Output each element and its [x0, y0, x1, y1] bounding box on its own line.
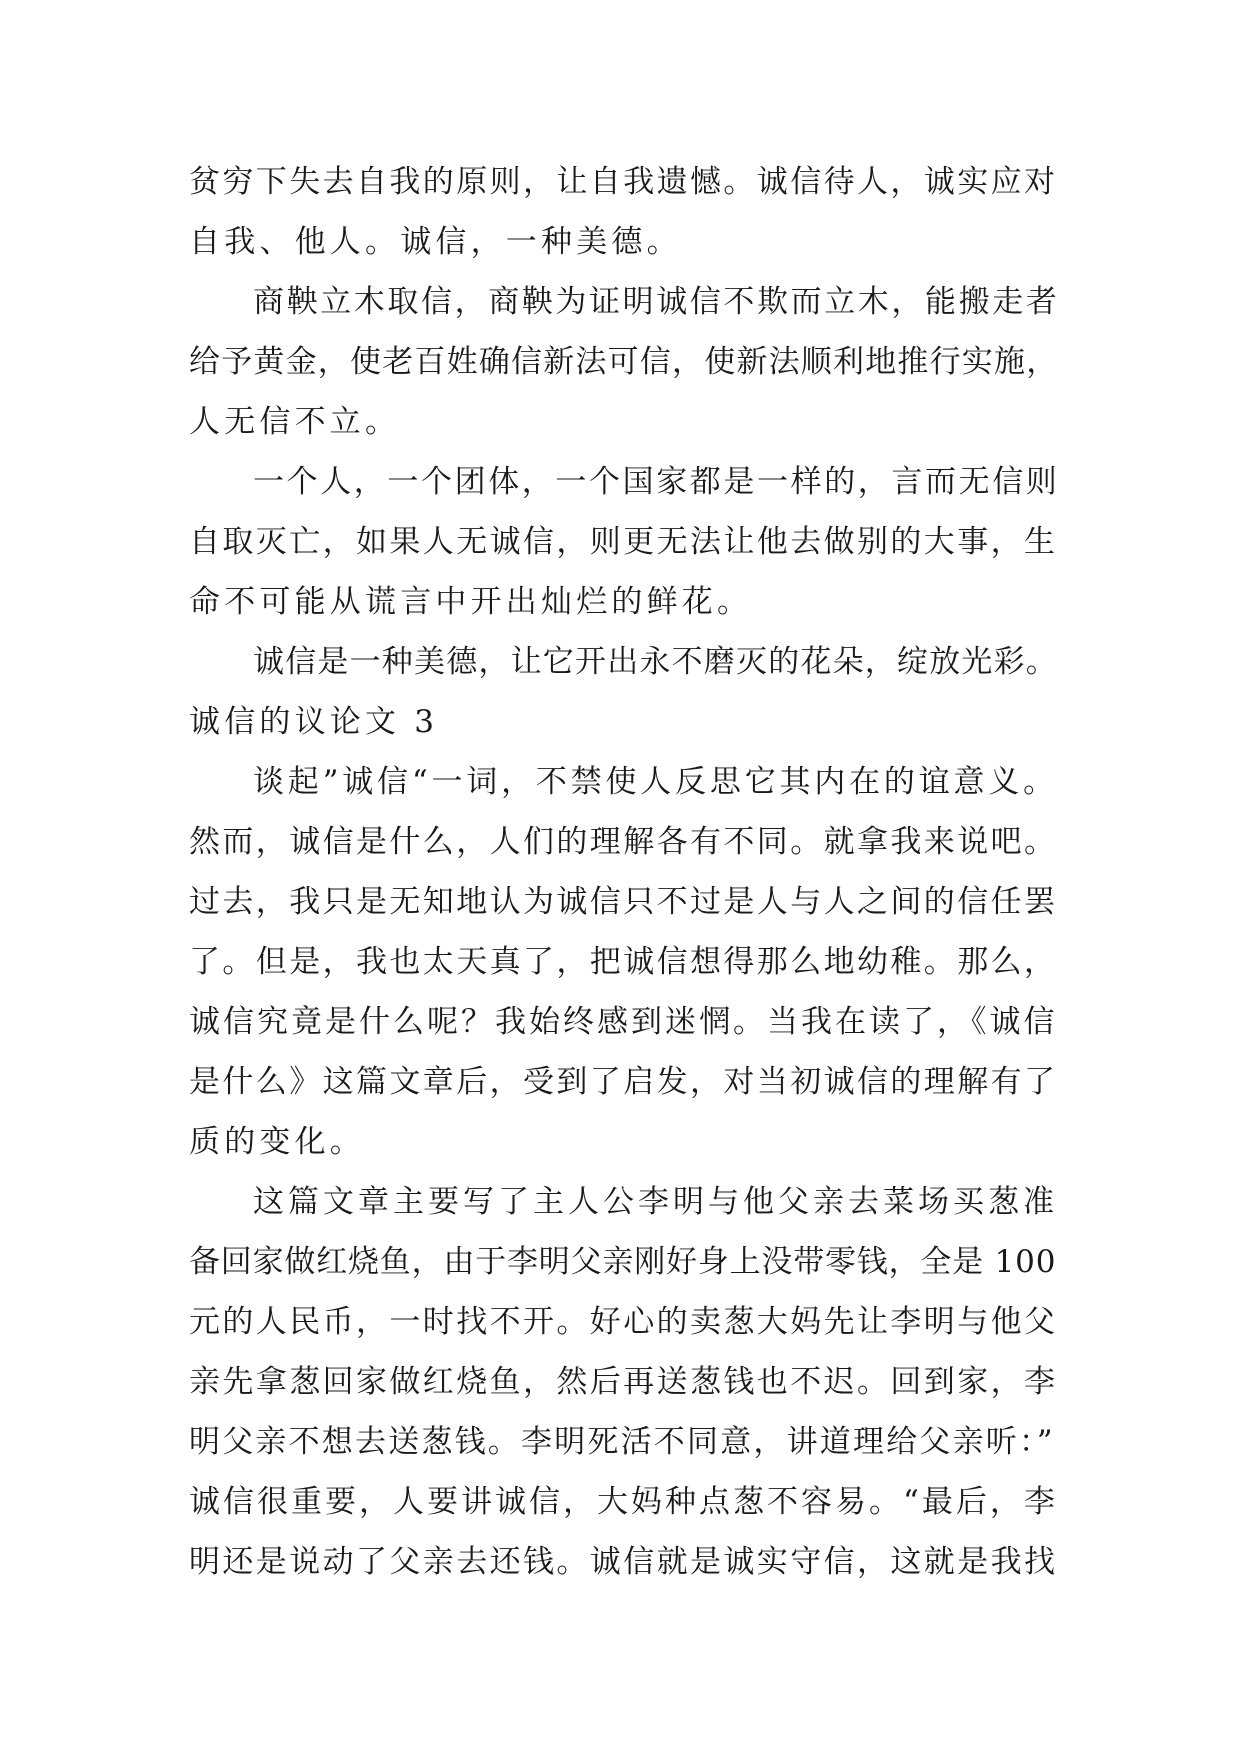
text-line: 备回家做红烧鱼，由于李明父亲刚好身上没带零钱，全是 100	[189, 1244, 1057, 1280]
text-line: 命不可能从谎言中开出灿烂的鲜花。	[189, 584, 753, 620]
text-line: 诚信的议论文 3	[189, 704, 439, 740]
text-line: 自取灭亡，如果人无诚信，则更无法让他去做别的大事，生	[189, 524, 1058, 560]
paragraph-first-line: 一个人，一个团体，一个国家都是一样的，言而无信则	[253, 464, 1060, 500]
document-page	[189, 152, 1059, 1592]
paragraph-first-line: 这篇文章主要写了主人公李明与他父亲去菜场买葱准	[253, 1184, 1058, 1220]
text-line: 人无信不立。	[189, 404, 401, 440]
text-line: 贫穷下失去自我的原则，让自我遗憾。诚信待人，诚实应对	[189, 164, 1058, 200]
text-line: 诚信很重要，人要讲诚信，大妈种点葱不容易。“最后，李	[189, 1484, 1058, 1520]
text-line: 元的人民币，一时找不开。好心的卖葱大妈先让李明与他父	[189, 1304, 1058, 1340]
paragraph-first-line: 诚信是一种美德，让它开出永不磨灭的花朵，绽放光彩。	[253, 644, 1058, 680]
text-line: 自我、他人。诚信，一种美德。	[189, 224, 682, 260]
text-line: 质的变化。	[189, 1124, 365, 1160]
paragraph-first-line: 商鞅立木取信，商鞅为证明诚信不欺而立木，能搬走者	[253, 284, 1060, 320]
text-line: 过去，我只是无知地认为诚信只不过是人与人之间的信任罢	[189, 884, 1058, 920]
text-line: 明还是说动了父亲去还钱。诚信就是诚实守信，这就是我找	[189, 1544, 1058, 1580]
text-line: 了。但是，我也太天真了，把诚信想得那么地幼稚。那么，	[189, 944, 1058, 980]
text-line: 明父亲不想去送葱钱。李明死活不同意，讲道理给父亲听：”	[189, 1424, 1055, 1460]
text-line: 亲先拿葱回家做红烧鱼，然后再送葱钱也不迟。回到家，李	[189, 1364, 1058, 1400]
paragraph-first-line: 谈起”诚信“一词，不禁使人反思它其内在的谊意义。	[253, 764, 1058, 800]
text-line: 是什么》这篇文章后，受到了启发，对当初诚信的理解有了	[189, 1064, 1058, 1100]
text-line: 给予黄金，使老百姓确信新法可信，使新法顺利地推行实施，	[189, 344, 1059, 380]
text-line: 然而，诚信是什么，人们的理解各有不同。就拿我来说吧。	[189, 824, 1058, 860]
text-line: 诚信究竟是什么呢？我始终感到迷惘。当我在读了，《诚信	[189, 1004, 1058, 1040]
